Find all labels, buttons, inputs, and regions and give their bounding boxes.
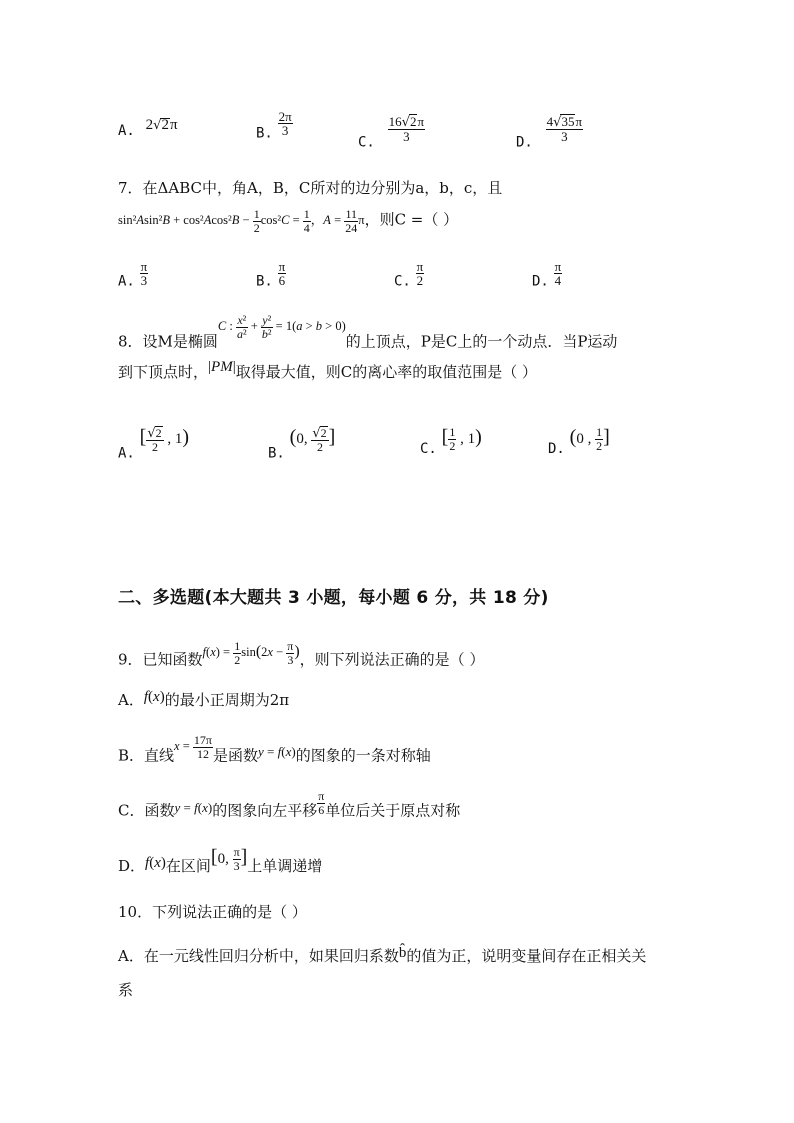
b-hat: b̂ — [398, 945, 407, 961]
q9-suffix: ，则下列说法正确的是（ ） — [299, 650, 485, 669]
q10-stem: 10．下列说法正确的是（ ） — [118, 903, 307, 921]
q9-option-d-post: 上单调递增 — [247, 856, 323, 875]
q10-option-a-pre: A．在一元线性回归分析中，如果回归系数 — [118, 947, 399, 965]
math-fraction: $\frac{\pi}{6}$ — [278, 259, 286, 288]
q7-option-c — [394, 259, 424, 295]
function-y: y = f(x) — [174, 799, 213, 815]
fx: f(x) — [143, 689, 165, 705]
math-fraction: $\frac{\pi}{3}$ — [140, 259, 148, 288]
q9-option-a-text: 的最小正周期为2π — [164, 691, 290, 709]
q7-option-a — [118, 259, 148, 295]
q9-prefix: 9．已知函数 — [118, 650, 203, 669]
math-fraction: $\frac{4√35\pi}{3}$ — [546, 114, 583, 144]
q8-option-c — [420, 425, 482, 463]
q7-option-d — [532, 259, 562, 295]
interval: [ $\frac{√2}{2}$ , 1) — [139, 426, 190, 454]
q9-option-b-post: 的图象的一条对称轴 — [295, 746, 431, 765]
option-label: C. — [358, 134, 375, 151]
q9-option-d — [118, 845, 323, 881]
q7-tail: ，则C =（ ） — [364, 210, 459, 229]
axis-equation: x = 17π 12 — [174, 733, 212, 761]
shift-fraction: $\frac{\pi}{6}$ — [318, 789, 325, 817]
option-label: D. — [516, 134, 533, 151]
q6-option-d — [516, 114, 583, 157]
q8-option-d — [548, 425, 610, 463]
option-label: B. — [268, 445, 285, 462]
q10-option-a-post: 的值为正，说明变量间存在正相关关 — [406, 947, 647, 965]
interval: [0, $\frac{\pi}{3}$ ] — [210, 845, 248, 873]
interval: (0, $\frac{√2}{2}$ ] — [289, 426, 336, 454]
option-label: D. — [532, 273, 549, 290]
q9-option-b-pre: B．直线 — [118, 746, 175, 765]
q7-stem-line2 — [118, 208, 458, 235]
function-y: y = f(x) — [257, 744, 296, 760]
option-label: D． — [118, 856, 146, 875]
interval: (0 , $\frac{1}{2}$ ] — [569, 425, 610, 453]
q6-option-c — [358, 114, 425, 157]
q9-option-a — [118, 690, 289, 711]
option-label: A. — [118, 445, 135, 462]
fx: f(x) — [145, 854, 166, 871]
q10-option-a-line2: 系 — [118, 981, 134, 999]
option-label: D. — [548, 440, 565, 457]
q8-prefix: 8．设M是椭圆 — [118, 332, 218, 351]
math-fraction: $\frac{\pi}{2}$ — [416, 259, 424, 288]
option-label: B. — [256, 273, 273, 290]
q8-stem-line2 — [118, 359, 537, 383]
ellipse-equation: C : x² a² + y² b² = 1(a > b > 0) — [217, 313, 346, 341]
q9-option-d-mid: 在区间 — [165, 856, 211, 875]
section-heading: 二、多选题(本大题共 3 小题，每小题 6 分，共 18 分) — [118, 588, 549, 608]
option-label: C. — [420, 440, 437, 457]
q8-line2b: 取得最大值，则C的离心率的取值范围是（ ） — [235, 363, 537, 381]
q9-stem — [118, 639, 485, 675]
q8-option-b — [268, 426, 336, 468]
q7-stem-line1: 7．在ΔABC中，角A，B，C所对的边分别为a，b，c，且 — [118, 179, 503, 197]
q9-option-c — [118, 789, 461, 825]
q9-option-b-mid: 是函数 — [212, 746, 258, 765]
q9-option-b — [118, 733, 431, 771]
math-fraction: $\frac{\pi}{4}$ — [554, 259, 562, 288]
option-label: B. — [256, 125, 273, 142]
option-label: A. — [118, 273, 135, 290]
function-definition: f(x) = 1 2 sin(2x − π 3 ) — [202, 639, 300, 667]
q8-option-a — [118, 426, 190, 468]
option-label: C. — [394, 273, 411, 290]
option-label: A. — [118, 123, 135, 139]
q8-suffix: 的上顶点，P是C上的一个动点．当P运动 — [345, 332, 618, 351]
q6-option-b — [256, 109, 293, 147]
math-fraction: $\frac{2\pi}{3}$ — [278, 109, 292, 138]
math-expression: 2√2π — [145, 117, 178, 133]
q9-option-c-mid: 的图象向左平移 — [212, 801, 318, 820]
q9-option-c-post: 单位后关于原点对称 — [325, 801, 461, 820]
interval: [ $\frac{1}{2}$ , 1) — [441, 425, 482, 453]
abs-pm: |PM| — [208, 359, 236, 375]
math-equation: sin²Asin²B + cos²Acos²B − $\frac{1}{2}$ cos²C = $\frac{1}{4}$ ，A = $\frac{11}{24}$ π — [118, 207, 365, 235]
q6-option-a — [118, 117, 178, 142]
option-label: A． — [118, 691, 144, 709]
math-fraction: $\frac{16√2\pi}{3}$ — [388, 114, 425, 144]
q8-line2a: 到下顶点时， — [118, 363, 209, 381]
q7-option-b — [256, 259, 286, 295]
q9-option-c-pre: C．函数 — [118, 801, 175, 820]
q10-option-a-line1 — [118, 946, 646, 967]
